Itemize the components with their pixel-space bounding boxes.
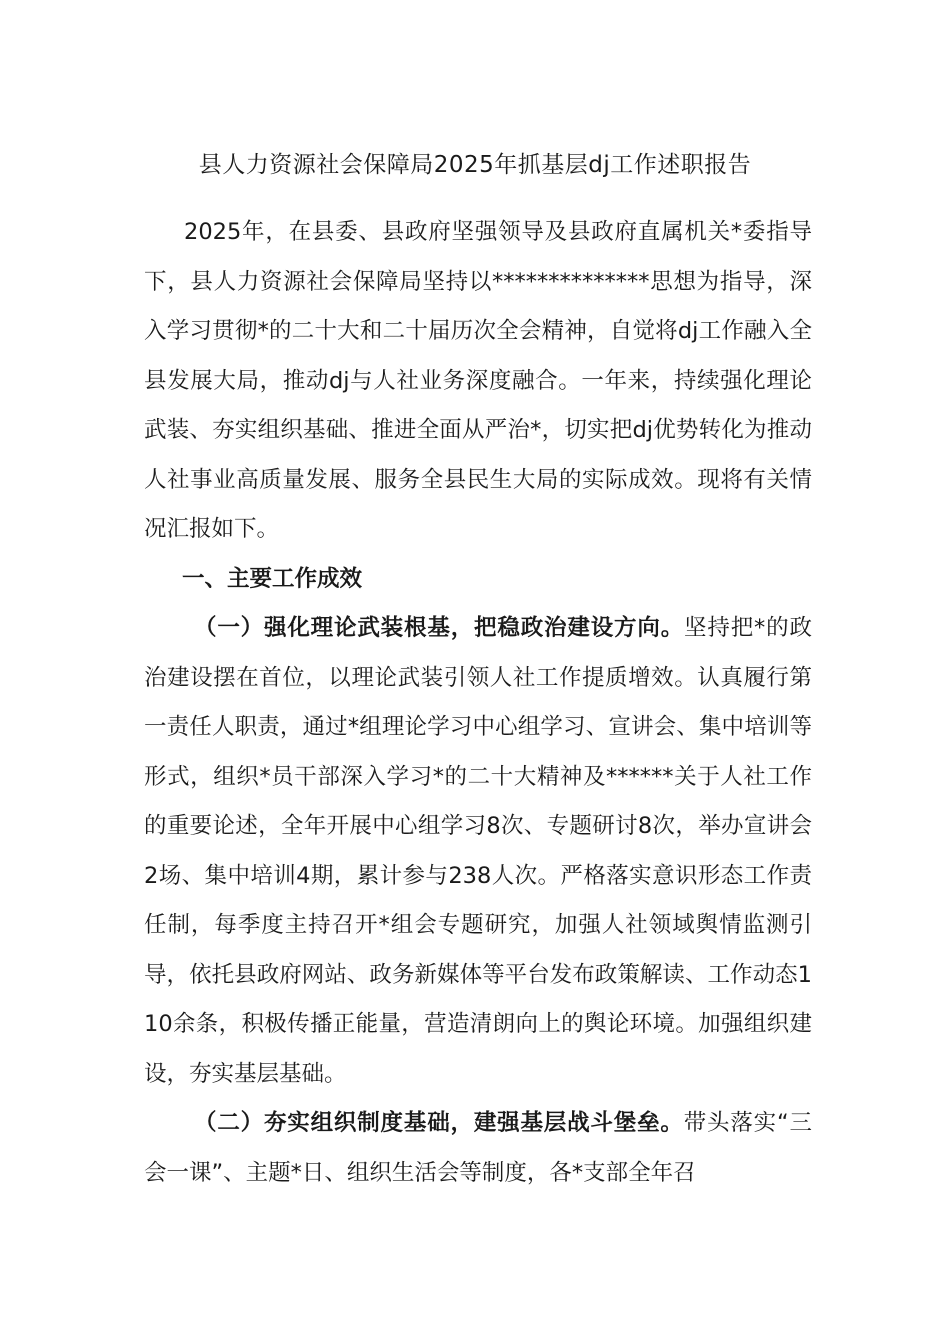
paragraph-text-theory-armament: 坚持把*的政治建设摆在首位，以理论武装引领人社工作提质增效。认真履行第一责任人职责，通过*组理论学习中心组学习、宣讲会、集中培训等形式，组织*员干部深入学习*的二十大精神及******关于人社工作的重要论述，全年开展中心组学习8次、专题研讨8次，举办宣讲会2场、集中培训4期，累计参与238人次。严格落实意识形态工作责任制，每季度主持召开*组会专题研究，加强人社领域舆情监测引导，依托县政府网站、政务新媒体等平台发布政策解读、工作动态110余条，积极传播正能量，营造清朗向上的舆论环境。加强组织建设，夯实基层基础。 (144, 615, 812, 1087)
document-body (144, 208, 812, 1198)
paragraph-lead-theory-armament: （一）强化理论武装根基，把稳政治建设方向。 (194, 615, 685, 641)
paragraph-lead-organization-system: （二）夯实组织制度基础，建强基层战斗堡垒。 (194, 1110, 684, 1136)
intro-paragraph: 2025年，在县委、县政府坚强领导及县政府直属机关*委指导下，县人力资源社会保障局坚持以**************思想为指导，深入学习贯彻*的二十大和二十届历次全会精神，自觉将dj工作融入全县发展大局，推动dj与人社业务深度融合。一年来，持续强化理论武装、夯实组织基础、推进全面从严治*，切实把dj优势转化为推动人社事业高质量发展、服务全县民生大局的实际成效。现将有关情况汇报如下。 (144, 219, 812, 542)
section-heading-main-achievements: 一、主要工作成效 (182, 565, 363, 592)
paragraph-organization-system (144, 1099, 812, 1198)
document-title: 县人力资源社会保障局2025年抓基层dj工作述职报告 (198, 152, 752, 178)
paragraph-theory-armament (144, 604, 812, 1099)
paragraph-text-organization-system: 带头落实“三会一课”、主题*日、组织生活会等制度，各*支部全年召 (144, 1110, 812, 1186)
